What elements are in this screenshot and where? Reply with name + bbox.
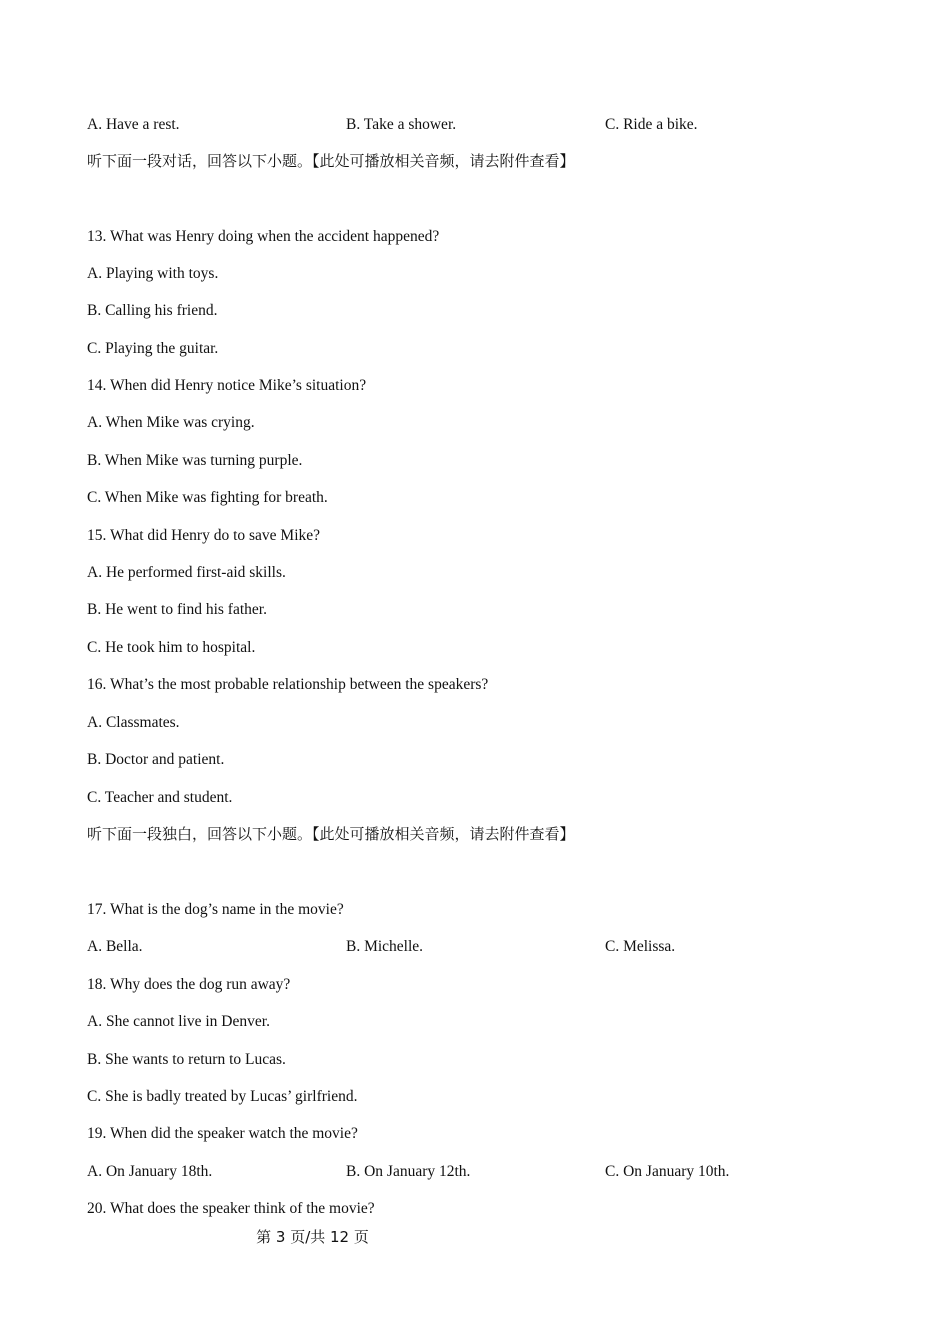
instruction-dialogue: 听下面一段对话，回答以下小题。【此处可播放相关音频，请去附件查看】: [87, 152, 575, 170]
q17-option-a: A. Bella.: [87, 938, 143, 955]
q18-option-b: B. She wants to return to Lucas.: [87, 1051, 286, 1068]
q16-question: 16. What’s the most probable relationship between the speakers?: [87, 676, 489, 693]
q14-option-c: C. When Mike was fighting for breath.: [87, 489, 328, 506]
q19-option-b: B. On January 12th.: [346, 1163, 471, 1180]
q17-option-c: C. Melissa.: [605, 938, 676, 955]
q15-option-a: A. He performed first-aid skills.: [87, 564, 286, 581]
q17-question: 17. What is the dog’s name in the movie?: [87, 901, 344, 918]
q13-option-a: A. Playing with toys.: [87, 265, 219, 282]
q16-option-c: C. Teacher and student.: [87, 789, 233, 806]
q18-question: 18. Why does the dog run away?: [87, 976, 291, 993]
q15-option-b: B. He went to find his father.: [87, 601, 267, 618]
q18-option-c: C. She is badly treated by Lucas’ girlfriend.: [87, 1088, 358, 1105]
q16-option-a: A. Classmates.: [87, 714, 180, 731]
q12-option-c: C. Ride a bike.: [605, 116, 698, 133]
q13-option-b: B. Calling his friend.: [87, 302, 218, 319]
q17-option-b: B. Michelle.: [346, 938, 424, 955]
q12-option-b: B. Take a shower.: [346, 116, 457, 133]
instruction-monologue: 听下面一段独白，回答以下小题。【此处可播放相关音频，请去附件查看】: [87, 825, 575, 843]
q18-option-a: A. She cannot live in Denver.: [87, 1013, 270, 1030]
q15-option-c: C. He took him to hospital.: [87, 639, 256, 656]
q19-option-a: A. On January 18th.: [87, 1163, 213, 1180]
q12-option-a: A. Have a rest.: [87, 116, 180, 133]
q14-question: 14. When did Henry notice Mike’s situation?: [87, 377, 367, 394]
q15-question: 15. What did Henry do to save Mike?: [87, 527, 321, 544]
q19-option-c: C. On January 10th.: [605, 1163, 730, 1180]
q13-question: 13. What was Henry doing when the accident happened?: [87, 228, 440, 245]
page-footer: 第 3 页/共 12 页: [256, 1228, 369, 1246]
q16-option-b: B. Doctor and patient.: [87, 751, 225, 768]
q19-question: 19. When did the speaker watch the movie?: [87, 1125, 358, 1142]
q13-option-c: C. Playing the guitar.: [87, 340, 219, 357]
q14-option-a: A. When Mike was crying.: [87, 414, 255, 431]
q14-option-b: B. When Mike was turning purple.: [87, 452, 303, 469]
q20-question: 20. What does the speaker think of the movie?: [87, 1200, 375, 1217]
